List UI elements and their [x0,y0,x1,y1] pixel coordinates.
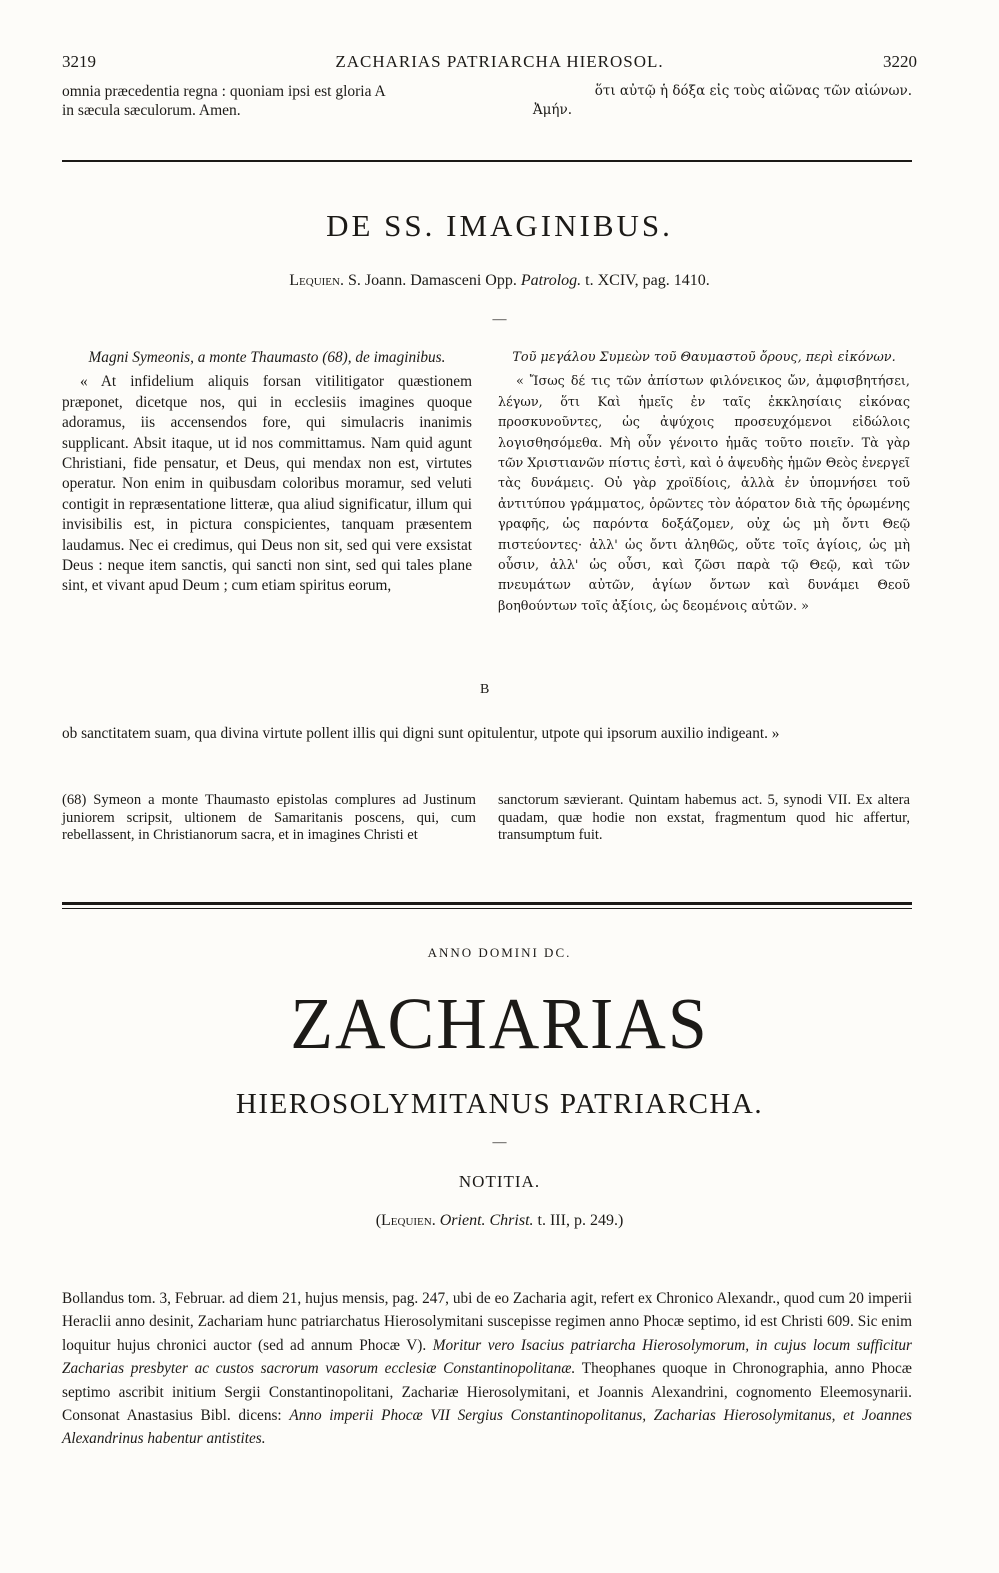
main-title: ZACHARIAS [290,984,709,1065]
notitia-body-p2-italic: Anno imperii Phocæ VII Sergius Constantinopolitanus, Zacharias Hierosolymitanus, et Joannes Alexandrinus habentur antistites. [62,1407,912,1448]
source-end: t. XCIV, pag. 1410. [581,272,710,289]
notitia-body-p1-italic: Moritur vero Isacius patriarcha Hierosolymorum, in cujus locum sufficitur Zacharias presbyter ac custos sacrorum vasorum ecclesiæ Constantinopolitanæ. [62,1336,912,1378]
source-author: Lequien [289,272,340,289]
full-width-latin: ob sanctitatem suam, qua divina virtute pollent illis qui digni sunt opitulentur, utpote qui ipsorum auxilio indigeant. » [62,725,780,742]
source-mid: . S. Joann. Damasceni Opp. [339,272,521,289]
section-divider [62,160,912,162]
continuation-greek-line-2: Ἀμήν. [532,102,572,118]
notitia-body-p1: Bollandus tom. 3, Februar. ad diem 21, hujus mensis, pag. 247, ubi de eo Zacharia agit, refert ex Chronico Alexandr., quod cum 20 imperii Heraclii anno desinit, Zachariam hunc patriarchatus Hierosolymitani suscepisse regimen anno Phocæ septimo, id est Christi 609. Sic enim loquitur hujus chronici auctor (sed ad annum Phocæ V). [62,1290,912,1354]
notitia-body [62,1287,912,1451]
continuation-greek-line-1: ὅτι αὐτῷ ἡ δόξα εἰς τοὺς αἰῶνας τῶν αἰώνων. [594,83,912,99]
subtitle-dash: — [492,1135,507,1150]
notitia-source-end: t. III, p. 249. [533,1212,618,1229]
notitia-source-italic: Orient. Christ. [439,1212,534,1229]
greek-column [498,348,910,617]
greek-column-text: « Ἴσως δέ τις τῶν ἀπίστων φιλόνεικος ὤν, ἀμφισβητήσει, λέγων, ὅτι Καὶ ἡμεῖς ἐν ταῖς ἐκκλησίαις εἰκόνας προσκυνοῦντες, ὡς ἀψύχοις προσευχόμενοι εἰδώλοις λογισθησόμεθα. Μὴ οὖν γένοιτο ἡμᾶς τοῦτο ποιεῖν. Τὰ γὰρ τῶν Χριστιανῶν πίστις ἐστὶ, καὶ ὁ ἀψευδὴς ἡμῶν Θεὸς ἐνεργεῖ τὰς δυνάμεις. Οὐ γὰρ χροϊδίοις, ἀλλὰ ἐν ὑπομνήσει τοῦ ἀντιτύπου γράμματος, ὁρῶντες τὸν ἀόρατον διὰ τῆς ὁρωμένης γραφῆς, ὡς παρόντα δοξάζομεν, οὐχ ὡς μὴ ὄντι Θεῷ πιστεύοντες· ἀλλ' ὡς ὄντι ἀληθῶς, οὔτε τοῖς ἁγίοις, ὡς μὴ οὖσιν, ἀλλ' ὡς οὖσι, καὶ ζῶσι παρὰ τῷ Θεῷ, καὶ τῶν πνευμάτων αὐτῶν, ἁγίων ὄντων καὶ δυνάμει Θεοῦ βοηθούντων τοῖς ἀξίοις, ὡς δεομένοις αὐτῶν. » [498,374,910,614]
section-dash: — [492,312,507,327]
section-source [0,272,999,290]
section-divider-thick [62,902,912,905]
continuation-latin-line-1: omnia præcedentia regna : quoniam ipsi est gloria A [62,83,386,100]
latin-column-title: Magni Symeonis, a monte Thaumasto (68), de imaginibus. [88,349,446,366]
footnote-right: sanctorum sævierant. Quintam habemus act. 5, synodi VII. Ex altera quadam, quæ hodie non exstat, fragmentum quod hic affertur, transumptum fuit. [498,792,910,843]
anno-line: ANNO DOMINI DC. [427,945,572,960]
notitia-heading: NOTITIA. [458,1172,541,1191]
section-divider-thin [62,908,912,909]
latin-column-text: « At infidelium aliquis forsan vitilitigator quæstionem præponet, dicetque nos, qui in ecclesiis imagines quoque adoramus, iis accensendos fore, qui simulacris inanimis supplicant. Absit itaque, ut id nos committamus. Nam quid agunt Christiani, fide pensatur, et Deus, qui mendax non est, virtutes operatur. Non enim in quibusdam coloribus moramur, sed veluti contigit in repræsentatione litteræ, qua aliud significatur, illum qui invisibilis est, in pictura conspicientes, tanquam præsentem laudamus. Nec ei credimus, qui Deus non sit, sed qui vere exsistat Deus : neque item sanctis, qui sancti non sint, sed qui tales plane sint, et vivant apud Deum ; cum etiam spiritus eorum, [62,373,472,595]
source-italic: Patrolog. [520,272,582,289]
notitia-source: (Lequien. Orient. Christ. t. III, p. 249.) [375,1212,624,1229]
page-number-left: 3219 [62,52,96,71]
margin-marker: B [480,682,490,697]
continuation-latin-line-2: in sæcula sæculorum. Amen. [62,102,241,119]
page-number-right: 3220 [883,52,917,71]
notitia-source-author: Lequien [381,1212,432,1229]
section-title: DE SS. IMAGINIBUS. [326,208,673,243]
top-continuation [62,82,912,120]
main-subtitle: HIEROSOLYMITANUS PATRIARCHA. [235,1088,764,1120]
latin-column [62,348,472,597]
running-title: ZACHARIAS PATRIARCHA HIEROSOL. [335,52,664,71]
running-header [0,52,999,74]
notitia-body-p2: Theophanes quoque in Chronographia, anno Phocæ septimo ascribit initium Sergii Constantinopolitani, Zachariæ Hierosolymitani, et Joannis Alexandrini, cognomento Eleemosynarii. Consonat Anastasius Bibl. dicens: [62,1360,912,1425]
greek-column-title: Τοῦ μεγάλου Συμεὼν τοῦ Θαυμαστοῦ ὄρους, περὶ εἰκόνων. [512,350,896,365]
footnote-left: (68) Symeon a monte Thaumasto epistolas complures ad Justinum juniorem scripsit, ultionem de Samaritanis poscens, qui, cum rebellassent, in Christianorum sacra, et in imagines Christi et [62,792,476,843]
